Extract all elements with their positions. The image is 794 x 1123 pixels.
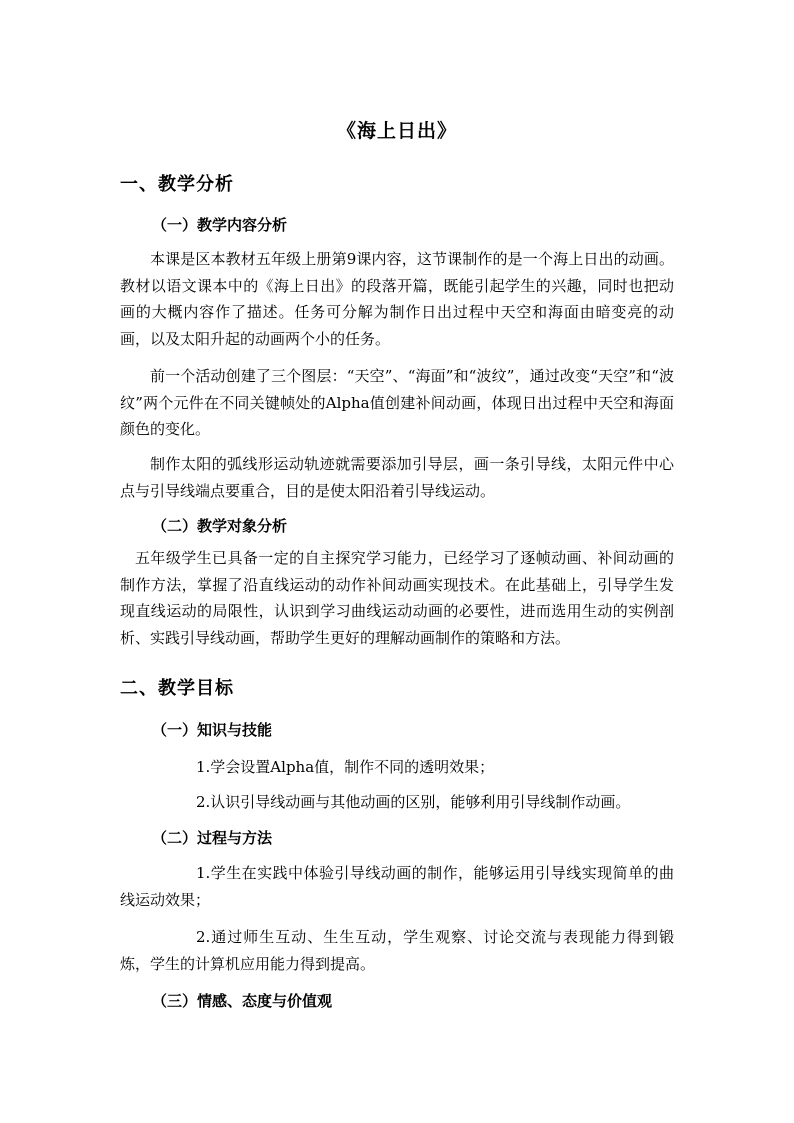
goal-item-process-1: 1.学生在实践中体验引导线动画的制作，能够运用引导线实现简单的曲线运动效果； (120, 864, 674, 909)
goal-item-knowledge-1: 1.学会设置Alpha值，制作不同的透明效果； (196, 758, 495, 776)
goal-item-process-2: 2.通过师生互动、生生互动，学生观察、讨论交流与表现能力得到锻炼，学生的计算机应用能力得到提高。 (120, 928, 674, 973)
paragraph-content-2: 前一个活动创建了三个图层：“天空”、“海面”和“波纹”，通过改变“天空”和“波纹”两个元件在不同关键帧处的Alpha值创建补间动画，体现日出过程中天空和海面颜色的变化。 (120, 367, 674, 438)
subsection-heading-content-analysis: （一）教学内容分析 (152, 216, 288, 234)
subsection-heading-learner-analysis: （二）教学对象分析 (152, 517, 288, 535)
paragraph-content-3: 制作太阳的弧线形运动轨迹就需要添加引导层，画一条引导线，太阳元件中心点与引导线端点要重合，目的是使太阳沿着引导线运动。 (120, 455, 674, 500)
paragraph-content-1: 本课是区本教材五年级上册第9课内容，这节课制作的是一个海上日出的动画。教材以语文课本中的《海上日出》的段落开篇，既能引起学生的兴趣，同时也把动画的大概内容作了描述。任务可分解为制作日出过程中天空和海面由暗变亮的动画，以及太阳升起的动画两个小的任务。 (120, 250, 674, 348)
subsection-heading-process-methods: （二）过程与方法 (152, 829, 273, 847)
subsection-heading-attitude-values: （三）情感、态度与价值观 (152, 992, 333, 1010)
section-heading-teaching-analysis: 一、教学分析 (120, 174, 234, 195)
section-heading-teaching-goals: 二、教学目标 (120, 678, 234, 699)
goal-item-knowledge-2: 2.认识引导线动画与其他动画的区别，能够利用引导线制作动画。 (196, 793, 631, 811)
paragraph-learner-analysis: 五年级学生已具备一定的自主探究学习能力，已经学习了逐帧动画、补间动画的制作方法，掌握了沿直线运动的动作补间动画实现技术。在此基础上，引导学生发现直线运动的局限性，认识到学习曲线运动动画的必要性，进而选用生动的实例剖析、实践引导线动画，帮助学生更好的理解动画制作的策略和方法。 (120, 549, 674, 647)
document-title: 《海上日出》 (336, 120, 457, 142)
subsection-heading-knowledge-skills: （一）知识与技能 (152, 721, 273, 739)
